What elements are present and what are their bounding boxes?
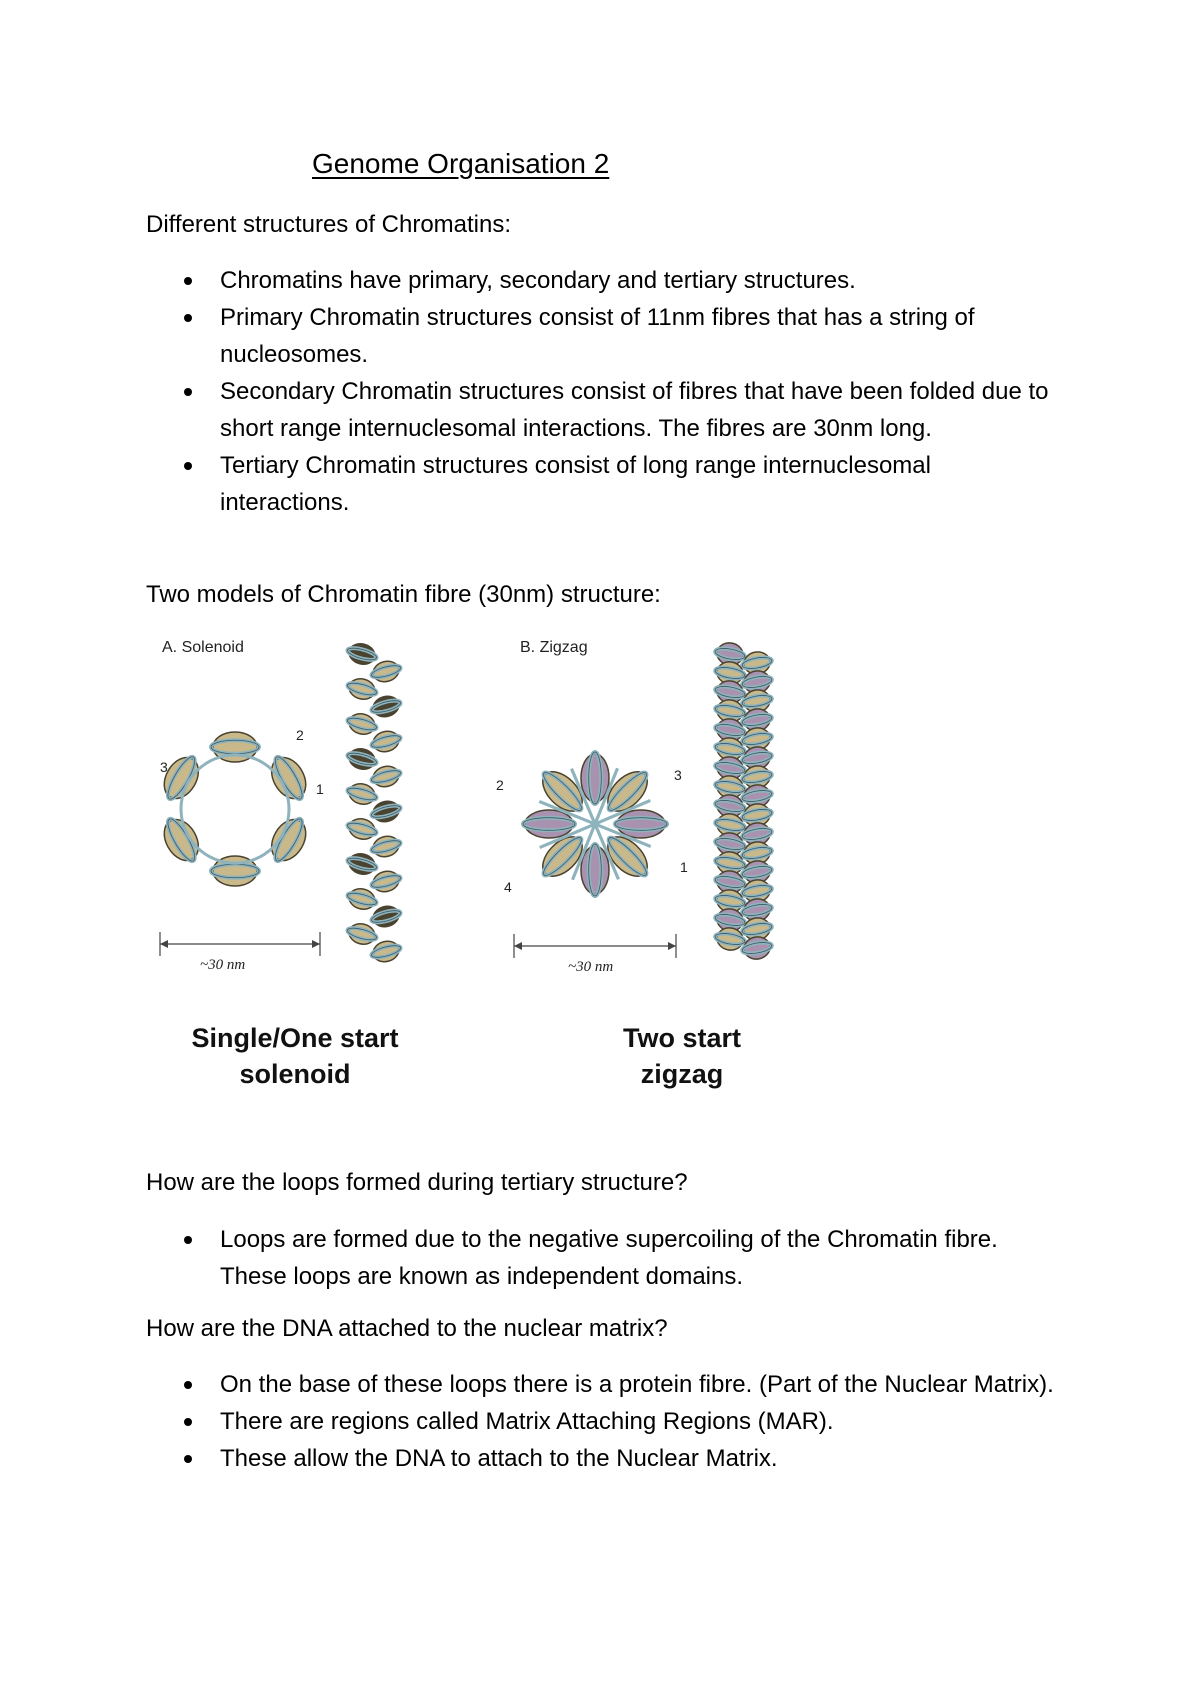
bullet-icon (184, 314, 192, 322)
bullet-icon (184, 1236, 192, 1244)
caption-solenoid-line2: solenoid (239, 1059, 351, 1089)
caption-solenoid-line1: Single/One start (191, 1023, 399, 1053)
nucleosome (345, 710, 379, 737)
bullet-list-matrix (146, 1366, 1066, 1477)
nucleosome (345, 850, 379, 877)
nucleosome (369, 798, 403, 825)
nucleosome (369, 763, 403, 790)
nucleosome (345, 780, 379, 807)
nucleosome (369, 833, 403, 860)
zigzag-dimension-arrow (514, 934, 676, 958)
list-item: On the base of these loops there is a protein fibre. (Part of the Nuclear Matrix). (146, 1366, 1066, 1403)
zigzag-number-3: 3 (674, 767, 682, 783)
nucleosome (369, 658, 403, 685)
nucleosome (345, 675, 379, 702)
bullet-icon (184, 462, 192, 470)
solenoid-top-view (156, 732, 313, 886)
list-item: These allow the DNA to attach to the Nuclear Matrix. (146, 1440, 1066, 1477)
solenoid-number-1: 1 (316, 781, 324, 797)
panel-b-label: B. Zigzag (520, 639, 588, 656)
chromatin-diagram (140, 624, 840, 1094)
chromatin-fibre-figure (140, 624, 840, 1094)
solenoid-number-2: 2 (296, 727, 304, 743)
bullet-icon (184, 277, 192, 285)
bullet-list-loops (146, 1221, 1066, 1295)
solenoid-dimension-arrow (160, 932, 320, 956)
section-heading-structures: Different structures of Chromatins: (146, 211, 512, 238)
solenoid-number-3: 3 (160, 759, 168, 775)
nucleosome (345, 815, 379, 842)
caption-zigzag-line2: zigzag (640, 1059, 724, 1089)
zigzag-number-1: 1 (680, 859, 688, 875)
caption-zigzag-line1: Two start (622, 1023, 742, 1053)
page-title: Genome Organisation 2 (312, 148, 610, 179)
section-heading-models: Two models of Chromatin fibre (30nm) structure: (146, 581, 661, 608)
panel-a-label: A. Solenoid (162, 639, 244, 656)
zigzag-side-view (713, 641, 773, 962)
nucleosome (369, 693, 403, 720)
nucleosome (345, 920, 379, 947)
list-item: There are regions called Matrix Attaching Regions (MAR). (146, 1403, 1066, 1440)
zigzag-number-2: 2 (496, 777, 504, 793)
solenoid-dimension-label: ~30 nm (200, 957, 246, 973)
list-item: Loops are formed due to the negative supercoiling of the Chromatin fibre. These loops are known as independent domains. (146, 1221, 1066, 1295)
list-item: Secondary Chromatin structures consist of fibres that have been folded due to short range internuclesomal interactions. The fibres are 30nm long. (146, 373, 1066, 447)
bullet-icon (184, 388, 192, 396)
list-item: Tertiary Chromatin structures consist of long range internuclesomal interactions. (146, 447, 1066, 521)
bullet-icon (184, 1381, 192, 1389)
list-item: Chromatins have primary, secondary and tertiary structures. (146, 262, 1066, 299)
bullet-list-structures (146, 262, 1066, 521)
dna-linker (181, 755, 289, 863)
nucleosome (369, 903, 403, 930)
bullet-icon (184, 1418, 192, 1426)
section-heading-loops: How are the loops formed during tertiary structure? (146, 1169, 688, 1196)
nucleosome (369, 728, 403, 755)
nucleosome (345, 745, 379, 772)
solenoid-side-view (345, 640, 403, 965)
zigzag-dimension-label: ~30 nm (568, 959, 614, 975)
nucleosome (345, 885, 379, 912)
nucleosome (369, 868, 403, 895)
nucleosome (369, 938, 403, 965)
bullet-icon (184, 1455, 192, 1463)
section-heading-matrix: How are the DNA attached to the nuclear matrix? (146, 1315, 668, 1342)
zigzag-top-view (523, 752, 667, 896)
list-item: Primary Chromatin structures consist of 11nm fibres that has a string of nucleosomes. (146, 299, 1066, 373)
zigzag-number-4: 4 (504, 879, 512, 895)
nucleosome (345, 640, 379, 667)
